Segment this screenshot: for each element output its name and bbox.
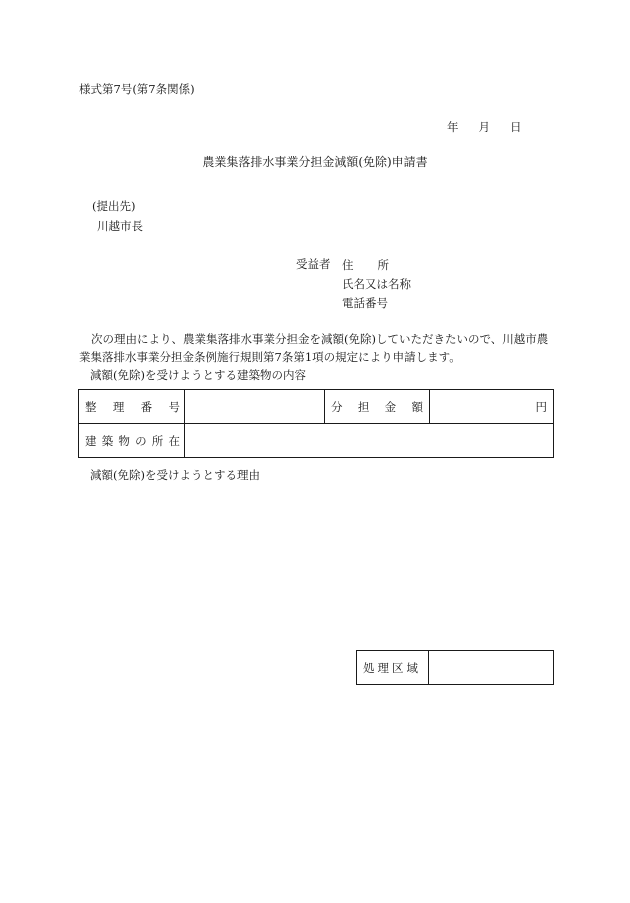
application-statement: 次の理由により、農業集落排水事業分担金を減額(免除)していただきたいので、川越市農業集落排水事業分担金条例施行規則第7条第1項の規定により申請します。 <box>79 332 549 364</box>
applicant-label: 受益者 <box>296 257 331 271</box>
processing-area-label: 処理区域 <box>357 651 429 685</box>
processing-area-table <box>356 650 554 685</box>
submit-to-recipient: 川越市長 <box>97 219 143 233</box>
table-row <box>79 424 554 458</box>
applicant-phone-label: 電話番号 <box>342 296 388 310</box>
date-year: 年 <box>447 120 459 134</box>
submit-to-label: (提出先) <box>92 199 136 213</box>
applicant-fields <box>342 256 411 313</box>
table-row <box>357 651 554 685</box>
reason-section-heading: 減額(免除)を受けようとする理由 <box>90 468 260 482</box>
building-location-label: 建 築 物 の 所 在 <box>79 424 185 458</box>
building-details-table <box>78 389 554 458</box>
reference-number-label: 整 理 番 号 <box>79 390 185 424</box>
date-day: 日 <box>510 120 522 134</box>
table-row <box>79 390 554 424</box>
building-section-heading: 減額(免除)を受けようとする建築物の内容 <box>90 368 306 382</box>
document-title: 農業集落排水事業分担金減額(免除)申請書 <box>202 155 428 169</box>
form-number: 様式第7号(第7条関係) <box>79 82 195 96</box>
charge-amount-label: 分 担 金 額 <box>325 390 430 424</box>
building-location-field[interactable] <box>185 424 554 458</box>
applicant-address-label: 住 所 <box>342 258 389 272</box>
date-line <box>447 119 522 135</box>
yen-unit: 円 <box>535 399 547 414</box>
charge-amount-field[interactable] <box>430 390 554 424</box>
reference-number-field[interactable] <box>185 390 325 424</box>
applicant-name-label: 氏名又は名称 <box>342 277 411 291</box>
processing-area-field[interactable] <box>429 651 554 685</box>
date-month: 月 <box>478 120 490 134</box>
